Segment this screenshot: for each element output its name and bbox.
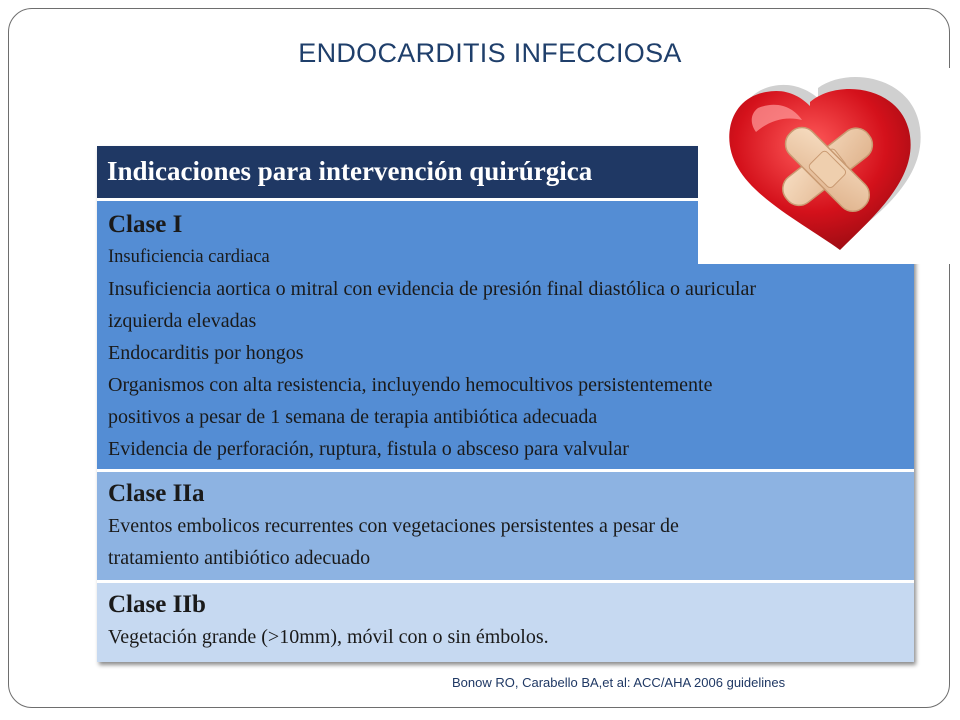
table-header-text: Indicaciones para intervención quirúrgica: [107, 156, 593, 186]
class-i-label: Clase I: [108, 211, 183, 238]
class-iia-item: Eventos embolicos recurrentes con vegetaciones persistentes a pesar de: [108, 515, 679, 537]
class-iia-label: Clase IIa: [108, 480, 205, 507]
class-iia-item: tratamiento antibiótico adecuado: [108, 547, 371, 569]
class-iib-item: Vegetación grande (>10mm), móvil con o sin émbolos.: [108, 626, 549, 648]
class-i-item: izquierda elevadas: [108, 310, 257, 332]
class-i-item: Evidencia de perforación, ruptura, fistula o absceso para valvular: [108, 438, 629, 460]
class-iib-label: Clase IIb: [108, 591, 206, 618]
class-iia-row: [97, 472, 914, 580]
class-i-item: Organismos con alta resistencia, incluyendo hemocultivos persistentemente: [108, 374, 713, 396]
class-i-item: Insuficiencia cardiaca: [108, 247, 270, 267]
class-i-item: positivos a pesar de 1 semana de terapia antibiótica adecuada: [108, 406, 598, 428]
slide-title: ENDOCARDITIS INFECCIOSA: [298, 38, 682, 68]
class-i-item: Endocarditis por hongos: [108, 342, 304, 364]
class-iib-row: [97, 583, 914, 662]
heart-bandage-icon: [698, 68, 952, 264]
class-i-item: Insuficiencia aortica o mitral con evidencia de presión final diastólica o auricular: [108, 278, 757, 300]
citation: Bonow RO, Carabello BA,et al: ACC/AHA 2006 guidelines: [452, 675, 786, 690]
